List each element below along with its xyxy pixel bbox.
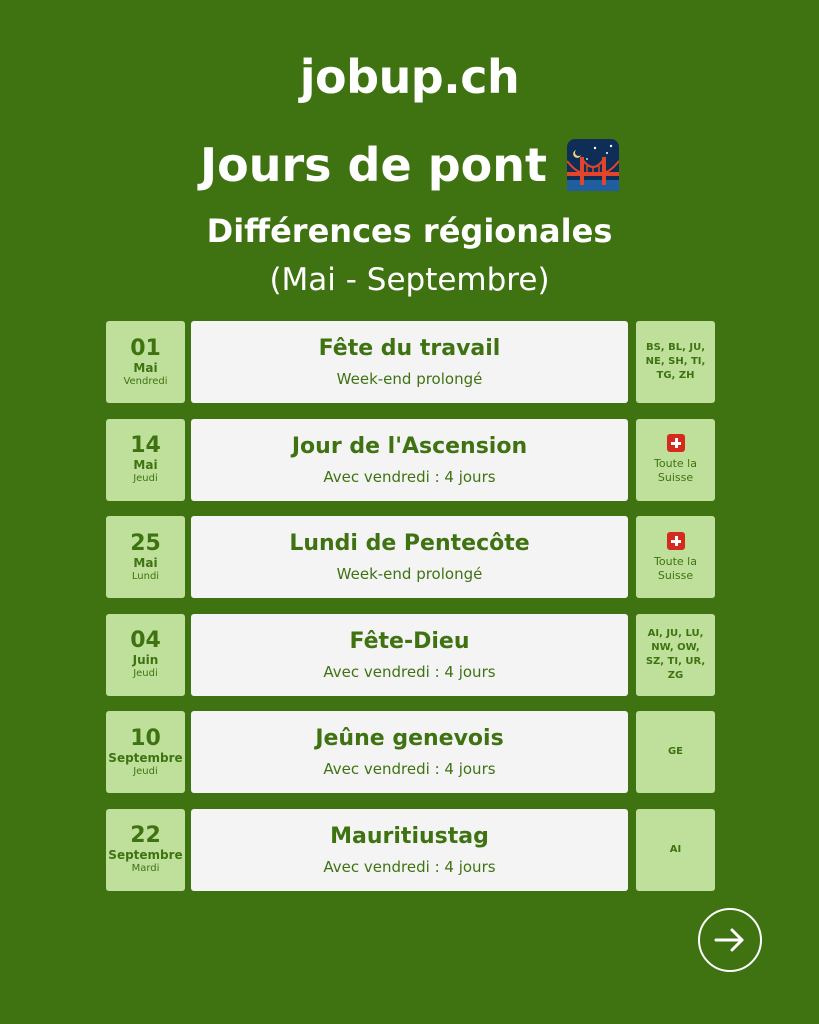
region-box xyxy=(636,614,715,696)
bridge-at-night-icon xyxy=(567,139,619,191)
event-name: Fête du travail xyxy=(318,336,501,361)
date-month: Septembre xyxy=(108,750,183,765)
event-name: Lundi de Pentecôte xyxy=(289,531,530,557)
holiday-row xyxy=(106,614,715,696)
date-box xyxy=(106,321,185,403)
date-day: 14 xyxy=(130,433,161,459)
date-month: Mai xyxy=(133,555,158,570)
holiday-row xyxy=(106,321,715,403)
event-detail: Week-end prolongé xyxy=(336,370,483,388)
event-box xyxy=(191,419,628,501)
holiday-row xyxy=(106,516,715,598)
swiss-flag-icon xyxy=(667,532,685,550)
date-month: Juin xyxy=(132,653,159,668)
page-title xyxy=(0,138,819,192)
date-month: Septembre xyxy=(108,848,183,863)
holiday-row xyxy=(106,809,715,891)
date-day: 10 xyxy=(130,725,161,751)
brand-logo: jobup.ch xyxy=(299,50,520,104)
holiday-row xyxy=(106,419,715,501)
event-box xyxy=(191,614,628,696)
holiday-list xyxy=(106,321,715,907)
date-box xyxy=(106,809,185,891)
date-weekday: Vendredi xyxy=(123,375,168,387)
region-codes: AI, JU, LU, NW, OW, SZ, TI, UR, ZG xyxy=(645,627,706,681)
event-detail: Week-end prolongé xyxy=(336,565,483,584)
region-box xyxy=(636,711,715,793)
event-box xyxy=(191,321,628,403)
date-weekday: Lundi xyxy=(131,570,160,582)
event-box xyxy=(191,516,628,598)
page-title-text: Jours de pont xyxy=(200,138,547,192)
date-month: Mai xyxy=(133,458,158,473)
date-box xyxy=(106,711,185,793)
holiday-row xyxy=(106,711,715,793)
date-weekday: Mardi xyxy=(131,863,160,875)
next-button[interactable] xyxy=(698,908,762,972)
period-label: (Mai - Septembre) xyxy=(269,262,550,298)
date-box xyxy=(106,516,185,598)
event-detail: Avec vendredi : 4 jours xyxy=(323,760,496,779)
region-codes: AI xyxy=(669,843,682,855)
region-text: Toute la Suisse xyxy=(654,457,697,485)
region-codes: BS, BL, JU, NE, SH, TI, TG, ZH xyxy=(645,342,706,381)
event-detail: Avec vendredi : 4 jours xyxy=(323,662,496,681)
event-detail: Avec vendredi : 4 jours xyxy=(323,467,496,486)
region-text: Toute la Suisse xyxy=(654,554,697,582)
region-box xyxy=(636,809,715,891)
region-box xyxy=(636,321,715,403)
event-name: Jeûne genevois xyxy=(315,726,504,752)
date-day: 04 xyxy=(130,628,161,654)
date-day: 25 xyxy=(130,530,161,556)
event-detail: Avec vendredi : 4 jours xyxy=(323,857,496,876)
region-codes: GE xyxy=(667,746,684,758)
date-day: 22 xyxy=(130,823,161,849)
date-weekday: Jeudi xyxy=(133,473,158,485)
region-box xyxy=(636,419,715,501)
event-box xyxy=(191,711,628,793)
event-name: Fête-Dieu xyxy=(349,628,470,654)
date-weekday: Jeudi xyxy=(133,668,158,680)
event-name: Mauritiustag xyxy=(330,823,489,849)
region-box xyxy=(636,516,715,598)
date-day: 01 xyxy=(130,335,161,361)
swiss-flag-icon xyxy=(667,434,685,452)
event-box xyxy=(191,809,628,891)
date-box xyxy=(106,419,185,501)
date-month: Mai xyxy=(133,360,158,375)
arrow-right-icon xyxy=(710,920,750,960)
date-weekday: Jeudi xyxy=(133,765,158,777)
page-subtitle: Différences régionales xyxy=(206,212,613,250)
event-name: Jour de l'Ascension xyxy=(291,433,528,459)
date-box xyxy=(106,614,185,696)
